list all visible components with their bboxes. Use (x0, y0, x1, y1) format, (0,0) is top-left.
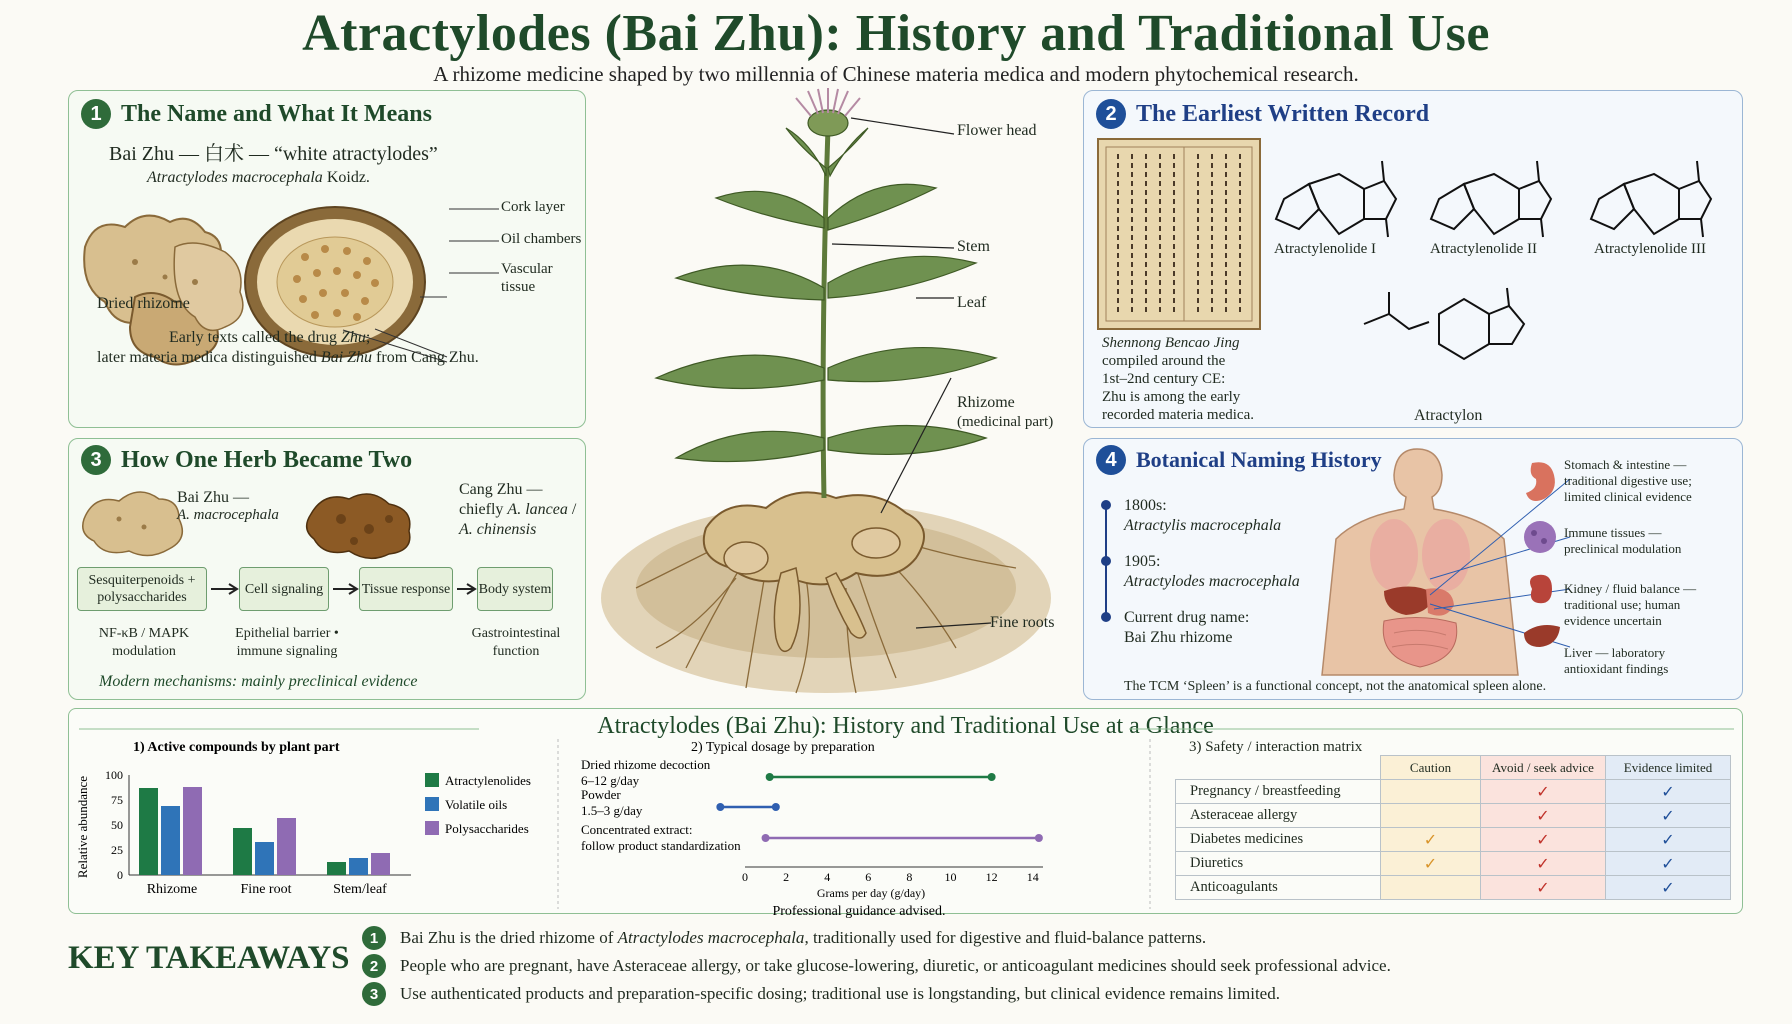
flow-box-tissue: Tissue response (359, 567, 453, 611)
timeline-year-2: 1905: (1124, 553, 1161, 570)
flow-box-signaling: Cell signaling (239, 567, 329, 611)
record-text-title: Shennong Bencao Jing (1102, 335, 1240, 351)
legend-swatch (425, 797, 439, 811)
dosage-row-label: Dried rhizome decoction (581, 757, 711, 772)
compound-atractylenolide-iii: Atractylenolide III (1594, 241, 1707, 257)
legend-swatch (425, 821, 439, 835)
cang-zhu-species-1: chiefly A. lancea / (459, 501, 577, 518)
dosage-range-end (1035, 834, 1043, 842)
panel-1-heading (81, 99, 432, 129)
bar (233, 828, 252, 875)
safety-row: Asteraceae allergy ✓ ✓ (1176, 804, 1731, 828)
vascular-tissue-label-1: Vascular (501, 261, 553, 277)
x-tick-label: 14 (1026, 870, 1039, 884)
leaf-label: Leaf (957, 294, 987, 311)
summary-title: Atractylodes (Bai Zhu): History and Traditional Use at a Glance (597, 713, 1214, 739)
medicinal-part-label: (medicinal part) (957, 414, 1054, 430)
flow-sub-signaling: Epithelial barrier • immune signaling (235, 626, 339, 659)
record-text-line-3: Zhu is among the early (1102, 389, 1241, 405)
panel-2-number: 2 (1096, 99, 1126, 129)
cork-layer-label: Cork layer (501, 199, 565, 215)
organ-label-immune: Immune tissues — preclinical modulation (1564, 525, 1682, 556)
bai-zhu-image (83, 492, 183, 556)
bar (371, 853, 390, 875)
bar (161, 806, 180, 875)
key-takeaways-heading: KEY TAKEAWAYS (68, 940, 350, 976)
dosage-note: Professional guidance advised. (772, 904, 946, 919)
atractylenolide-i-structure (1276, 161, 1396, 237)
legend-label: Volatile oils (445, 797, 508, 812)
panel-3-title: How One Herb Became Two (121, 446, 413, 473)
y-tick-label: 0 (117, 868, 123, 882)
flow-box-body: Body system (477, 567, 553, 611)
timeline-name-1: Atractylis macrocephala (1124, 517, 1282, 534)
compound-atractylon: Atractylon (1414, 407, 1483, 424)
bar (255, 842, 274, 875)
y-tick-label: 50 (111, 818, 123, 832)
panel-2-heading (1096, 99, 1429, 129)
x-tick-label: Stem/leaf (333, 882, 387, 897)
safety-col-avoid: Avoid / seek advice (1481, 756, 1606, 780)
safety-col-limited: Evidence limited (1606, 756, 1731, 780)
dosage-range-end (772, 803, 780, 811)
immune-cell-icon (1524, 521, 1556, 553)
dosage-range-start (762, 834, 770, 842)
compound-atractylenolide-i: Atractylenolide I (1274, 241, 1377, 257)
safety-title: 3) Safety / interaction matrix (1189, 739, 1363, 755)
legend-label: Atractylenolides (445, 773, 531, 788)
section-leader-lines (449, 201, 499, 301)
timeline-name-3: Bai Zhu rhizome (1124, 629, 1233, 646)
summary-title-rule (79, 727, 1734, 731)
safety-row: Diabetes medicines ✓ ✓ ✓ (1176, 828, 1731, 852)
x-tick-label: Rhizome (146, 882, 198, 897)
cang-zhu-image (307, 494, 410, 558)
panel-1-title: The Name and What It Means (121, 100, 432, 127)
compounds-bar-chart (73, 737, 531, 909)
arrow-icon (211, 584, 237, 594)
x-tick-label: 6 (865, 870, 872, 884)
dosage-range-start (766, 773, 774, 781)
vascular-tissue-label-2: tissue (501, 279, 536, 295)
y-tick-label: 25 (111, 843, 123, 857)
record-text-line-2: 1st–2nd century CE: (1102, 371, 1226, 387)
x-tick-label: 0 (742, 870, 748, 884)
organ-label-liver: Liver — laboratory antioxidant findings (1564, 645, 1669, 676)
range-chart-title: 2) Typical dosage by preparation (691, 740, 875, 755)
panel-2-title: The Earliest Written Record (1136, 100, 1430, 127)
flower-head-drawing (796, 88, 860, 136)
x-tick-label: Fine root (240, 882, 292, 897)
page-title: Atractylodes (Bai Zhu): History and Traditional Use (302, 5, 1490, 62)
bar-chart-title: 1) Active compounds by plant part (133, 740, 340, 755)
bar (349, 858, 368, 875)
timeline-line (1098, 499, 1114, 623)
panel-4-title: Botanical Naming History (1136, 447, 1382, 472)
bar-chart-ylabel: Relative abundance (75, 775, 90, 879)
flow-box-compounds: Sesquiterpenoids + polysaccharides (77, 567, 207, 611)
timeline-year-1: 1800s: (1124, 497, 1167, 514)
cang-zhu-species-2: A. chinensis (459, 521, 537, 538)
kidney-icon (1530, 575, 1552, 603)
dosage-row-sublabel: 1.5–3 g/day (581, 803, 643, 818)
bai-zhu-label: Bai Zhu — (177, 489, 249, 506)
x-tick-label: 8 (906, 870, 913, 884)
timeline-name-2: Atractylodes macrocephala (1124, 573, 1300, 590)
safety-matrix (1175, 755, 1731, 900)
safety-row: Anticoagulants ✓ ✓ (1176, 876, 1731, 900)
y-tick-label: 100 (105, 768, 123, 782)
cang-zhu-label: Cang Zhu — (459, 481, 543, 498)
arrow-icon (333, 584, 357, 594)
dosage-row-label: Concentrated extract: (581, 822, 693, 837)
panel-4-number: 4 (1096, 445, 1126, 475)
dosage-row-sublabel: 6–12 g/day (581, 773, 640, 788)
arrow-icon (457, 584, 475, 594)
divider-2 (1149, 739, 1151, 909)
organ-label-stomach: Stomach & intestine — traditional digestive use; limited clinical evidence (1564, 457, 1692, 504)
y-tick-label: 75 (111, 793, 123, 807)
atractylenolide-iii-structure (1591, 161, 1711, 237)
name-line: Bai Zhu — 白术 — “white atractylodes” (109, 143, 438, 165)
page-subtitle: A rhizome medicine shaped by two millennia of Chinese materia medica and modern phytochemical research. (433, 62, 1359, 86)
takeaway-item: 2 People who are pregnant, have Asteraceae allergy, or take glucose-lowering, diuretic, or anticoagulant medicines should seek professional advice. (362, 954, 1391, 978)
dosage-range-start (716, 803, 724, 811)
range-chart-xlabel: Grams per day (g/day) (816, 886, 926, 900)
takeaway-item: 3 Use authenticated products and preparation-specific dosing; traditional use is longstanding, but clinical evidence remains limited. (362, 982, 1280, 1006)
organ-icons (1520, 457, 1564, 667)
panel-name-meaning (68, 90, 586, 428)
liver-icon (1524, 625, 1560, 647)
panel-1-number: 1 (81, 99, 111, 129)
dosage-range-end (988, 773, 996, 781)
mechanism-footer: Modern mechanisms: mainly preclinical evidence (99, 673, 418, 690)
organ-label-kidney: Kidney / fluid balance — traditional use; human evidence uncertain (1564, 581, 1697, 628)
latin-name: Atractylodes macrocephala (147, 169, 323, 186)
dosage-range-chart (559, 737, 1059, 919)
name-note-2: later materia medica distinguished Bai Zhu from Cang Zhu. (97, 349, 479, 366)
lung-left (1370, 519, 1418, 591)
fine-roots-label: Fine roots (990, 614, 1055, 631)
atractylenolide-ii-structure (1431, 161, 1551, 237)
dried-rhizome-label: Dried rhizome (97, 295, 190, 312)
latin-name-line (147, 169, 370, 187)
chemical-structures (1264, 139, 1734, 389)
record-text-line-1: compiled around the (1102, 353, 1226, 369)
ancient-text-image (1098, 139, 1260, 329)
compound-atractylenolide-ii: Atractylenolide II (1430, 241, 1538, 257)
flow-sub-body: Gastrointestinal function (471, 626, 561, 659)
panel-one-herb-two (68, 438, 586, 700)
legend-swatch (425, 773, 439, 787)
x-tick-label: 10 (944, 870, 957, 884)
rhizome-label: Rhizome (957, 394, 1015, 411)
bar (277, 818, 296, 875)
stem-label: Stem (957, 238, 990, 255)
record-text-line-4: recorded materia medica. (1102, 407, 1254, 423)
flow-arrows (207, 579, 482, 599)
safety-row: Diuretics ✓ ✓ ✓ (1176, 852, 1731, 876)
dosage-row-label: Powder (581, 787, 621, 802)
bar (139, 788, 158, 875)
panel-naming-history (1083, 438, 1743, 700)
flower-head-label: Flower head (957, 122, 1037, 139)
latin-author: Koidz. (322, 169, 370, 186)
panel-earliest-record (1083, 90, 1743, 428)
x-tick-label: 4 (824, 870, 831, 884)
x-tick-label: 2 (783, 870, 790, 884)
stomach-icon (1526, 462, 1555, 501)
name-note-1: Early texts called the drug Zhu; (169, 329, 371, 346)
timeline-year-3: Current drug name: (1124, 609, 1250, 626)
legend-label: Polysaccharides (445, 821, 529, 836)
plant-illustration (596, 88, 1066, 698)
x-tick-label: 12 (985, 870, 998, 884)
bar (183, 787, 202, 875)
flow-sub-compounds: NF-κB / MAPK modulation (98, 626, 190, 659)
panel-3-number: 3 (81, 445, 111, 475)
bar (327, 862, 346, 875)
oil-chambers-label: Oil chambers (501, 231, 582, 247)
panel-3-heading (81, 445, 412, 475)
spleen-footnote: The TCM ‘Spleen’ is a functional concept, not the anatomical spleen alone. (1124, 679, 1547, 694)
takeaway-item: 1 Bai Zhu is the dried rhizome of Atractylodes macrocephala, traditionally used for digestive and fluid-balance patterns. (362, 926, 1206, 950)
bai-zhu-species: A. macrocephala (177, 507, 279, 523)
atractylon-structure (1364, 288, 1524, 359)
dosage-row-sublabel: follow product standardization (581, 838, 741, 853)
safety-row: Pregnancy / breastfeeding ✓ ✓ (1176, 780, 1731, 804)
safety-col-caution: Caution (1381, 756, 1481, 780)
